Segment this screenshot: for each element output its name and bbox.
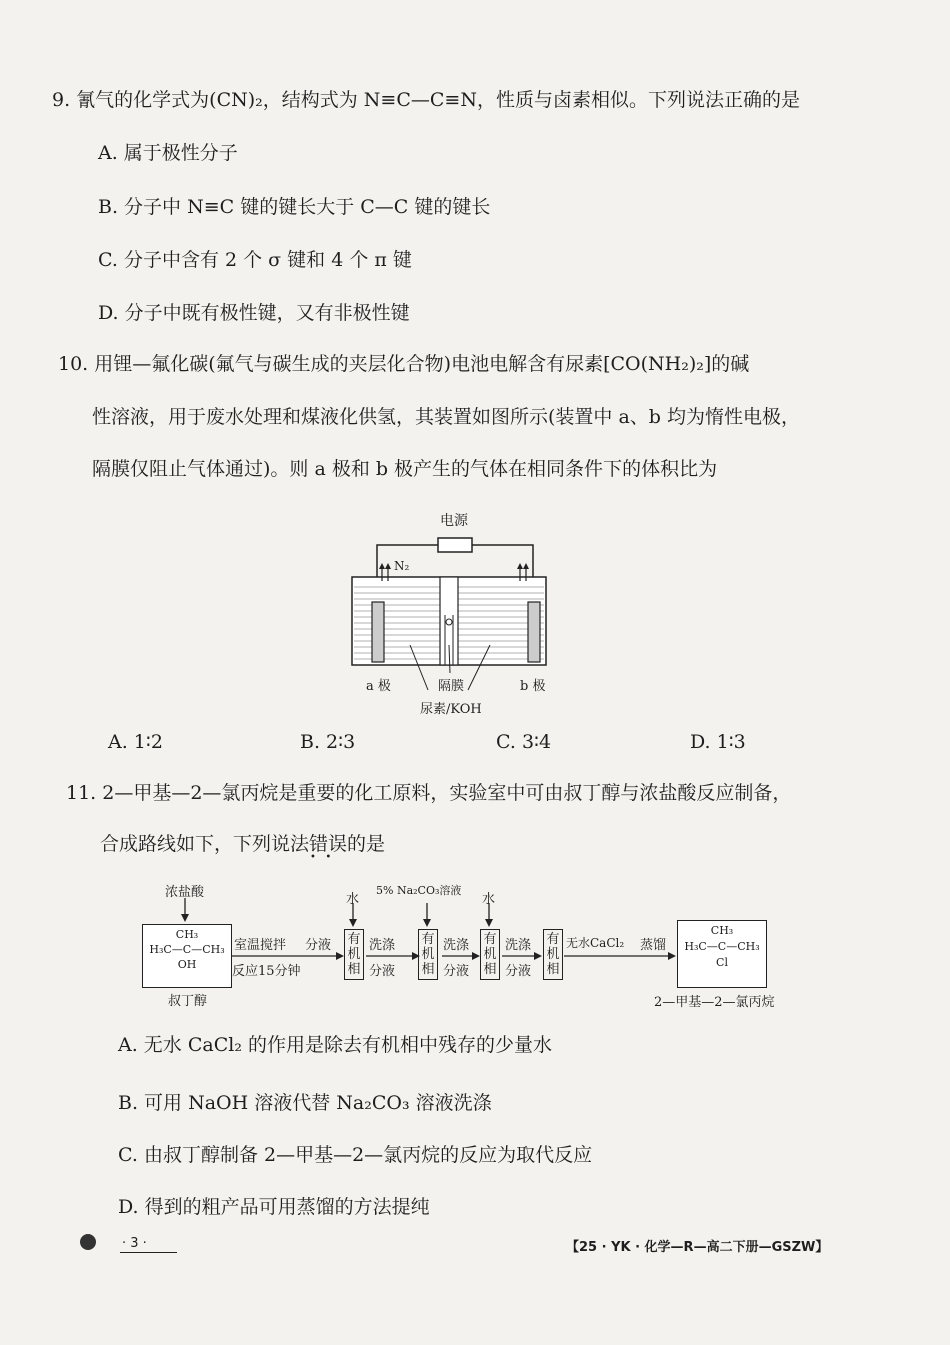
q11-stem-line-2: 合成路线如下，下列说法错误的是 bbox=[100, 833, 386, 855]
synthesis-flowchart bbox=[140, 878, 780, 1013]
end-formula-bot: Cl bbox=[716, 956, 728, 969]
q9-option-c: C. 分子中含有 2 个 σ 键和 4 个 π 键 bbox=[98, 249, 412, 271]
start-formula-top: CH₃ bbox=[175, 928, 199, 941]
q10-option-d: D. 1∶3 bbox=[690, 731, 746, 753]
q10-option-a: A. 1∶2 bbox=[108, 731, 163, 753]
membrane-label: 隔膜 bbox=[438, 679, 465, 694]
q10-stem-line-2: 性溶液，用于废水处理和煤液化供氢，其装置如图所示(装置中 a、b 均为惰性电极， bbox=[92, 406, 800, 428]
start-material-box bbox=[142, 924, 232, 988]
electrode-a bbox=[372, 602, 384, 662]
solution-label: 尿素/KOH bbox=[420, 702, 482, 717]
product-name: 2—甲基—2—氯丙烷 bbox=[654, 995, 775, 1010]
emphasis-dots: • • bbox=[310, 852, 332, 863]
power-source-label: 电源 bbox=[440, 513, 468, 529]
step-dry: 无水CaCl₂ bbox=[566, 936, 625, 950]
q10-option-b: B. 2∶3 bbox=[300, 731, 356, 753]
start-formula-bot: OH bbox=[177, 958, 197, 971]
step-separate-2: 分液 bbox=[369, 964, 396, 979]
start-material-name: 叔丁醇 bbox=[168, 994, 208, 1009]
step-separate-4: 分液 bbox=[505, 964, 532, 979]
q11-stem-line-1: 11. 2—甲基—2—氯丙烷是重要的化工原料，实验室中可由叔丁醇与浓盐酸反应制备， bbox=[66, 782, 792, 804]
n2-label: N₂ bbox=[394, 559, 410, 573]
step-wash-3: 洗涤 bbox=[505, 938, 532, 953]
reagent-na2co3: 5% Na₂CO₃溶液 bbox=[376, 884, 462, 897]
electrode-a-label: a 极 bbox=[366, 679, 391, 694]
q9-option-a: A. 属于极性分子 bbox=[98, 142, 238, 164]
q10-option-c: C. 3∶4 bbox=[496, 731, 552, 753]
organic-phase-4: 有机相 bbox=[543, 929, 563, 980]
product-box bbox=[677, 920, 767, 988]
step-separate-3: 分液 bbox=[443, 964, 470, 979]
q11-option-d: D. 得到的粗产品可用蒸馏的方法提纯 bbox=[118, 1196, 430, 1218]
step-distill: 蒸馏 bbox=[640, 938, 667, 953]
q9-option-d: D. 分子中既有极性键，又有非极性键 bbox=[98, 302, 410, 324]
exam-code: 【25 · YK · 化学—R—高二下册—GSZW】 bbox=[566, 1240, 829, 1255]
q11-option-c: C. 由叔丁醇制备 2—甲基—2—氯丙烷的反应为取代反应 bbox=[118, 1144, 593, 1166]
q11-option-a: A. 无水 CaCl₂ 的作用是除去有机相中残存的少量水 bbox=[118, 1034, 552, 1056]
start-formula-mid: H₃C—C—CH₃ bbox=[149, 943, 225, 956]
q11-option-b: B. 可用 NaOH 溶液代替 Na₂CO₃ 溶液洗涤 bbox=[118, 1092, 492, 1114]
reagent-water-2: 水 bbox=[482, 892, 496, 907]
q9-option-b: B. 分子中 N≡C 键的键长大于 C—C 键的键长 bbox=[98, 196, 491, 218]
electrode-b-label: b 极 bbox=[520, 679, 546, 694]
power-source bbox=[438, 538, 472, 552]
step-react: 反应15分钟 bbox=[232, 964, 301, 979]
step-separate-1: 分液 bbox=[305, 938, 332, 953]
organic-phase-1: 有机相 bbox=[344, 929, 364, 980]
q10-stem-line-1: 10. 用锂—氟化碳(氟气与碳生成的夹层化合物)电池电解含有尿素[CO(NH₂)₂]的碱 bbox=[58, 353, 750, 375]
step-wash-1: 洗涤 bbox=[369, 938, 396, 953]
organic-phase-3: 有机相 bbox=[480, 929, 500, 980]
page-number: · 3 · bbox=[120, 1236, 177, 1253]
electrode-b bbox=[528, 602, 540, 662]
bee-icon bbox=[80, 1234, 96, 1250]
reagent-hcl: 浓盐酸 bbox=[165, 885, 205, 900]
organic-phase-2: 有机相 bbox=[418, 929, 438, 980]
electrolysis-diagram bbox=[340, 505, 570, 720]
step-wash-2: 洗涤 bbox=[443, 938, 470, 953]
end-formula-mid: H₃C—C—CH₃ bbox=[684, 940, 760, 953]
q10-stem-line-3: 隔膜仅阻止气体通过)。则 a 极和 b 极产生的气体在相同条件下的体积比为 bbox=[92, 458, 718, 480]
step-stir: 室温搅拌 bbox=[234, 938, 287, 953]
q9-stem: 9. 氰气的化学式为(CN)₂，结构式为 N≡C—C≡N，性质与卤素相似。下列说法正确的是 bbox=[52, 89, 800, 111]
end-formula-top: CH₃ bbox=[710, 924, 734, 937]
reagent-water-1: 水 bbox=[346, 892, 360, 907]
